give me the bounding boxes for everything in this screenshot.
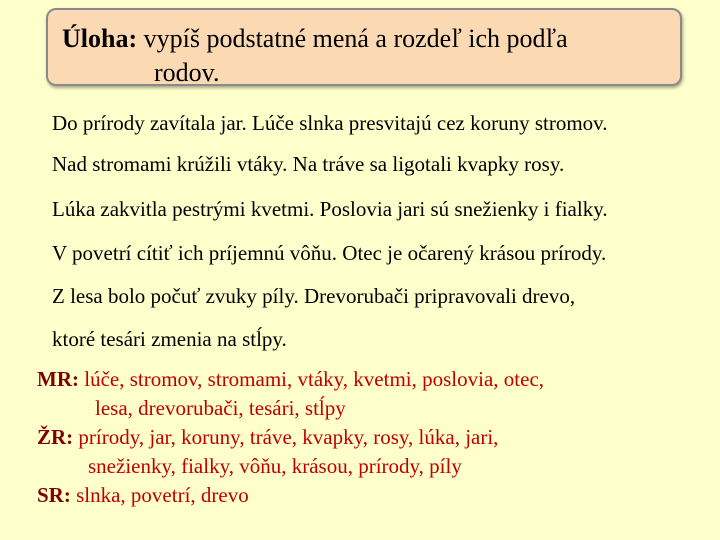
task-heading <box>62 24 568 54</box>
text-line-6: ktoré tesári zmenia na stĺpy. <box>52 327 287 351</box>
answer-zr <box>37 425 498 450</box>
answer-zr-continued: snežienky, fialky, vôňu, krásou, prírody, píly <box>88 454 462 478</box>
text-line-5: Z lesa bolo počuť zvuky píly. Drevorubači pripravovali drevo, <box>52 284 576 308</box>
answer-sr <box>37 483 249 508</box>
answer-mr-text: lúče, stromov, stromami, vtáky, kvetmi, poslovia, otec, <box>78 367 545 391</box>
text-line-1: Do prírody zavítala jar. Lúče slnka presvitajú cez koruny stromov. <box>52 111 608 135</box>
task-label: Úloha: <box>62 24 138 53</box>
answer-zr-key: ŽR: <box>37 425 74 449</box>
text-line-2: Nad stromami krúžili vtáky. Na tráve sa ligotali kvapky rosy. <box>52 152 565 176</box>
answer-zr-text: prírody, jar, koruny, tráve, kvapky, rosy, lúka, jari, <box>73 425 499 449</box>
task-text: vypíš podstatné mená a rozdeľ ich podľa <box>137 24 568 53</box>
answer-mr <box>37 367 544 392</box>
answer-sr-key: SR: <box>37 483 71 507</box>
task-text-continued: rodov. <box>154 58 220 87</box>
answer-sr-text: slnka, povetrí, drevo <box>70 483 249 507</box>
answer-mr-continued: lesa, drevorubači, tesári, stĺpy <box>95 396 346 420</box>
task-box <box>46 8 682 86</box>
text-line-3: Lúka zakvitla pestrými kvetmi. Poslovia jari sú snežienky i fialky. <box>52 197 608 221</box>
text-line-4: V povetrí cítiť ich príjemnú vôňu. Otec je očarený krásou prírody. <box>52 241 607 265</box>
answer-mr-key: MR: <box>37 367 79 391</box>
